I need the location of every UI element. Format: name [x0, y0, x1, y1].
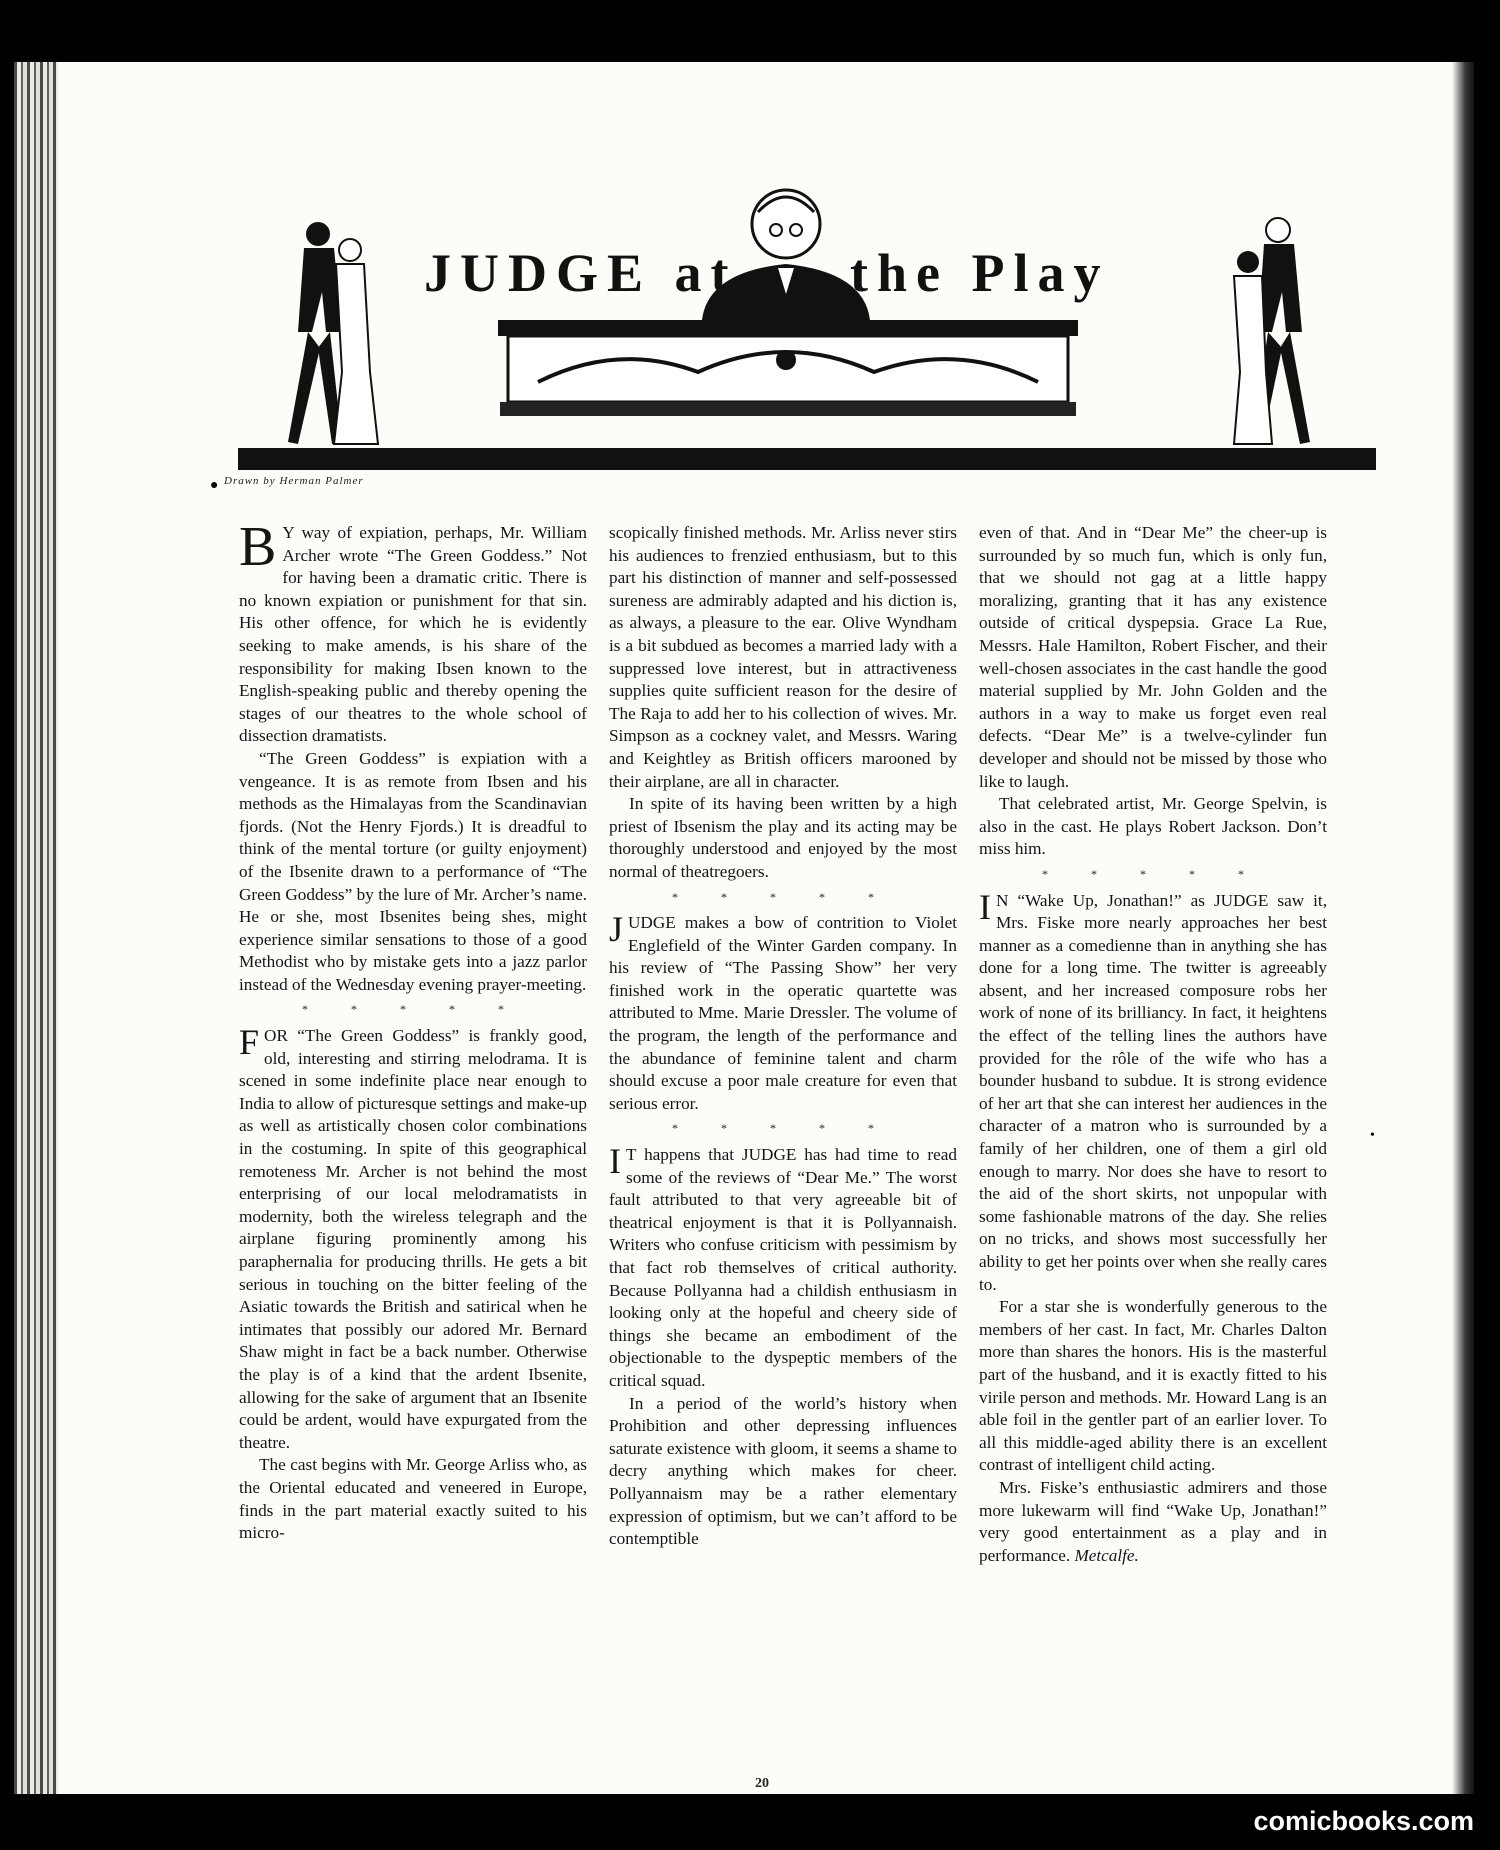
article-column-3: [979, 522, 1327, 1567]
drop-cap: B: [239, 516, 277, 578]
paragraph-text: UDGE makes a bow of contrition to Violet Englefield of the Winter Garden company. In his review of “The Passing Show” her very finished work in the operatic quartette was attributed to Mme. Marie Dressler. The volume of the program, the length of the performance and the abundance of feminine talent and charm should excuse a poor male creature for even that serious error.: [609, 913, 957, 1113]
paragraph: In spite of its having been written by a high priest of Ibsenism the play and its acting may be thoroughly understood and enjoyed by the most normal of theatregoers.: [609, 794, 957, 881]
magazine-page: [14, 62, 1474, 1794]
drop-cap: I: [979, 886, 991, 927]
right-dancing-couple: [1234, 218, 1310, 444]
title-left: JUDGE at: [424, 243, 738, 303]
paragraph-text: Y way of expiation, perhaps, Mr. William Archer wrote “The Green Goddess.” Not for having been a dramatic critic. There is no known expiation or punishment for that sin. His other offence, for which he is evidently seeking to make amends, is his share of the responsibility for making Ibsen known to the English-speaking public and thereby opening the stages of our theatres to the whole school of dissection dramatists.: [239, 523, 587, 746]
paragraph: [239, 1022, 587, 1454]
left-dancing-couple: [288, 222, 378, 444]
paragraph: That celebrated artist, Mr. George Spelvin, is also in the cast. He plays Robert Jackson. Don’t miss him.: [979, 794, 1327, 859]
header-banner: [238, 172, 1376, 472]
drop-cap: I: [609, 1141, 621, 1182]
paragraph: [609, 909, 957, 1115]
paragraph-text: T happens that JUDGE has had time to read some of the reviews of “Dear Me.” The worst fault attributed to that very agreeable bit of theatrical enjoyment is that it is Pollyannaish. Writers who confuse criticism with pessimism by that fact rob themselves of critical authority. Because Pollyanna had a childish enthusiasm in looking only at the hopeful and cheery side of things she became an embodiment of the objectionable to the dyspeptic members of the critical squad.: [609, 1145, 957, 1390]
paragraph: “The Green Goddess” is expiation with a vengeance. It is as remote from Ibsen and his methods as the Himalayas from the Scandinavian fjords. (Not the Henry Fjords.) It is dreadful to think of the mental torture (or guilty enjoyment) of the Ibsenite drawn to a performance of “The Green Goddess” by the lure of Mr. Archer’s name. He or she, most Ibsenites being shes, might experience similar sensations to those of a good Methodist who by mistake gets into a jazz parlor instead of the Wednesday evening prayer-meeting.: [239, 748, 587, 994]
article-column-1: [239, 516, 587, 1545]
author-signature: Metcalfe.: [1074, 1545, 1139, 1565]
section-separator: * * * * *: [672, 1121, 894, 1136]
page-binding: [14, 62, 58, 1794]
ornamental-bench: [498, 320, 1078, 416]
drop-cap: J: [609, 909, 624, 950]
paragraph: For a star she is wonderfully generous to the members of her cast. In fact, Mr. Charles Dalton more than shares the honors. His is the masterful part of the husband, and it is exactly fitted to his virile person and methods. Mr. Howard Lang is an able foil in the gentler part of an earlier lover. To all this middle-aged ability there is an excellent contrast of intelligent child acting.: [979, 1297, 1327, 1475]
paragraph: [979, 886, 1327, 1297]
paragraph: [979, 1477, 1327, 1567]
stage-floor: [238, 448, 1376, 470]
paragraph: scopically finished methods. Mr. Arliss never stirs his audiences to frenzied enthusiasm, but to this part his distinction of manner and self-possessed sureness are admirably adapted and his diction is, as always, a pleasure to the ear. Olive Wyndham is a bit subdued as becomes a married lady with a suppressed love interest, but in attractiveness supplies quite sufficient reason for the desire of The Raja to add her to his collection of wives. Mr. Simpson as a cockney valet, and Messrs. Waring and Keightley as British officers marooned by their airplane, are all in character.: [609, 523, 957, 791]
section-separator: * * * * *: [1042, 866, 1264, 881]
paragraph-text: N “Wake Up, Jonathan!” as JUDGE saw it, Mrs. Fiske more nearly approaches her best manner as a comedienne than in anything she has done for a long time. The twitter is agreeably absent, and her increased composure robs her work of none of its brilliancy. In fact, it heightens the effect of the telling lines the authors have provided for the rôle of the wife who has a bounder husband to subdue. It is strong evidence of her art that she can interest her audiences in the character of a matron who is surrounded by a family of her children, one of them a girl old enough to marry. Nor does she have to resort to the aid of the short skirts, not unpopular with some fashionable matrons of the day. She relies on no tricks, and shows most successfully her ability to get her points over when she really cares to.: [979, 890, 1327, 1294]
title-right: the Play: [850, 243, 1110, 303]
article-column-2: [609, 522, 957, 1551]
paragraph-text: Mrs. Fiske’s enthusiastic admirers and those more lukewarm will find “Wake Up, Jonathan!” very good entertainment as a play and in performance.: [979, 1477, 1327, 1565]
section-separator: * * * * *: [302, 1002, 524, 1017]
margin-mark: •: [1370, 1128, 1375, 1143]
site-watermark: comicbooks.com: [1253, 1806, 1474, 1836]
section-separator: * * * * *: [672, 889, 894, 904]
paragraph-text: OR “The Green Goddess” is frankly good, old, interesting and stirring melodrama. It is scened in some indefinite place near enough to India to allow of picturesque settings and make-up as well as artistically chosen color combinations in the costuming. In spite of this geographical remoteness Mr. Archer is not behind the most enterprising of our local melodramatists in modernity, both the wireless telegraph and the airplane figuring prominently among his paraphernalia for producing thrills. He gets a bit serious in touching on the bitter feeling of the Asiatic towards the British and satirical when he intimates that possibly our adored Mr. Bernard Shaw might in fact be a back number. Otherwise the play is of a kind that the ardent Ibsenite, allowing for the sake of argument that an Ibsenite could be ardent, would have expurgated from the theatre.: [239, 1026, 587, 1452]
page-edge-shadow: [1452, 62, 1474, 1794]
header-illustration: [238, 172, 1376, 472]
illustration-credit: Drawn by Herman Palmer: [224, 475, 364, 487]
paragraph: The cast begins with Mr. George Arliss who, as the Oriental educated and veneered in Europe, finds in the part material exactly suited to his micro-: [239, 1455, 587, 1543]
drop-cap: F: [239, 1022, 260, 1063]
page-number: 20: [755, 1776, 769, 1791]
paragraph: In a period of the world’s history when Prohibition and other depressing influences saturate existence with gloom, it seems a shame to decry anything which makes for cheer. Pollyannaism may be a rather elementary expression of optimism, but we can’t afford to be contemptible: [609, 1393, 957, 1549]
bullet-mark: ●: [210, 478, 219, 493]
paragraph: [609, 1141, 957, 1393]
paragraph: [239, 516, 587, 748]
paragraph: even of that. And in “Dear Me” the cheer-up is surrounded by so much fun, which is only fun, that we should not gag at a little happy moralizing, granting that it has any existence outside of critical dyspepsia. Grace La Rue, Messrs. Hale Hamilton, Robert Fischer, and their well-chosen associates in the cast handle the good material supplied by Mr. John Golden and the authors in a way to make us forget even real defects. “Dear Me” is a twelve-cylinder fun developer and should not be missed by those who like to laugh.: [979, 523, 1327, 791]
